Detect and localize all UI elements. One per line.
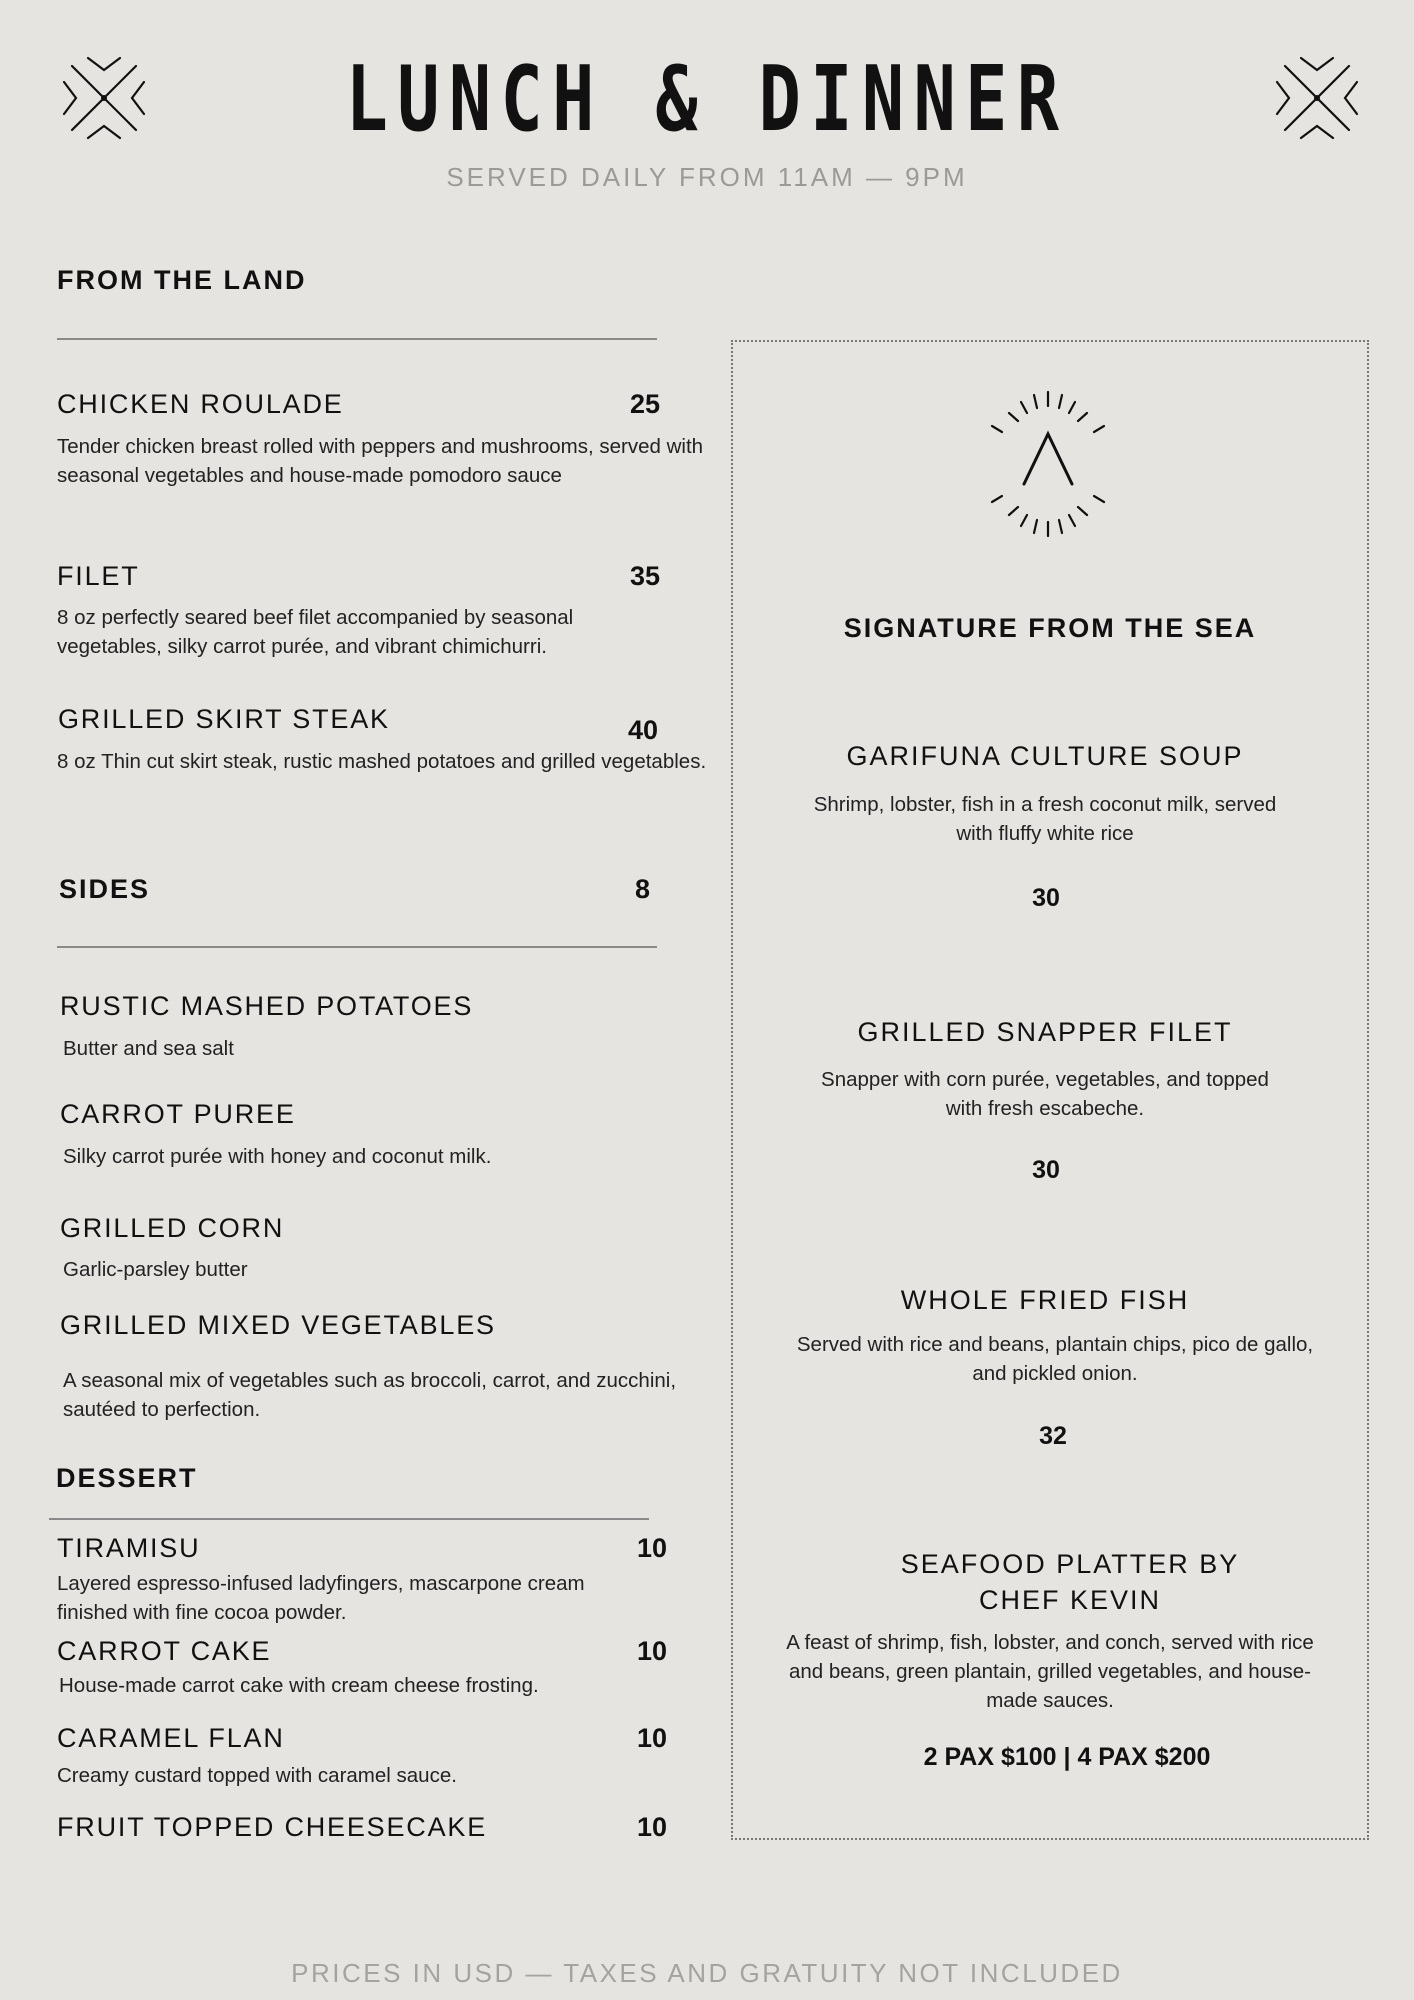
dessert-divider <box>49 1518 649 1520</box>
land-item-name: FILET <box>57 561 140 591</box>
sea-item-price: 30 <box>1032 1156 1060 1184</box>
sides-item-desc: Silky carrot purée with honey and coconut milk. <box>63 1145 492 1168</box>
land-item-price: 40 <box>628 715 659 745</box>
sides-item-desc: Garlic-parsley butter <box>63 1258 248 1281</box>
menu-subtitle: SERVED DAILY FROM 11AM — 9PM <box>446 162 968 192</box>
sea-item-name: GARIFUNA CULTURE SOUP <box>846 741 1244 771</box>
land-item-name: CHICKEN ROULADE <box>57 389 344 419</box>
land-item-desc: 8 oz Thin cut skirt steak, rustic mashed potatoes and grilled vegetables. <box>57 750 707 773</box>
sides-item-name: RUSTIC MASHED POTATOES <box>60 991 474 1021</box>
sea-item-desc: Shrimp, lobster, fish in a fresh coconut milk, served with fluffy white rice <box>813 793 1277 845</box>
sea-item-desc: Served with rice and beans, plantain chips, pico de gallo, and pickled onion. <box>796 1333 1314 1385</box>
dessert-item-name: CARROT CAKE <box>57 1636 272 1666</box>
menu-title: LUNCH & DINNER <box>345 47 1069 152</box>
land-item-desc: Tender chicken breast rolled with peppers and mushrooms, served with seasonal vegetables and house-made pomodoro sauce <box>57 435 704 487</box>
sea-item-desc: Snapper with corn purée, vegetables, and topped with fresh escabeche. <box>821 1068 1269 1120</box>
dessert-item-name: TIRAMISU <box>57 1533 201 1563</box>
section-title-sides: SIDES <box>59 874 151 904</box>
dessert-item-price: 10 <box>637 1636 668 1666</box>
dessert-item-desc: Layered espresso-infused ladyfingers, mascarpone cream finished with fine cocoa powder. <box>57 1572 585 1624</box>
sides-divider <box>57 946 657 948</box>
sea-item-price: 32 <box>1039 1422 1067 1450</box>
dessert-item-price: 10 <box>637 1812 668 1842</box>
section-title-land: FROM THE LAND <box>57 265 307 295</box>
corner-ornament-left-icon <box>58 52 150 144</box>
land-item-name: GRILLED SKIRT STEAK <box>58 704 390 734</box>
sea-item-name: SEAFOOD PLATTER BY CHEF KEVIN <box>900 1549 1240 1615</box>
dessert-item-price: 10 <box>637 1533 668 1563</box>
sea-item-price: 30 <box>1032 884 1060 912</box>
corner-ornament-right-icon <box>1271 52 1363 144</box>
land-divider <box>57 338 657 340</box>
sides-item-name: CARROT PUREE <box>60 1099 296 1129</box>
land-item-price: 25 <box>630 389 661 419</box>
sides-item-name: GRILLED CORN <box>60 1213 285 1243</box>
dessert-item-desc: Creamy custard topped with caramel sauce. <box>57 1764 457 1787</box>
sea-item-name: WHOLE FRIED FISH <box>900 1285 1190 1315</box>
sea-item-price: 2 PAX $100 | 4 PAX $200 <box>923 1743 1211 1771</box>
sides-item-desc: Butter and sea salt <box>63 1037 234 1060</box>
sea-item-desc: A feast of shrimp, fish, lobster, and conch, served with rice and beans, green plantain, grilled vegetables, and house-made sauces. <box>786 1631 1314 1712</box>
footer-note: PRICES IN USD — TAXES AND GRATUITY NOT INCLUDED <box>291 1958 1123 1988</box>
sides-item-name: GRILLED MIXED VEGETABLES <box>60 1310 496 1340</box>
land-item-price: 35 <box>630 561 661 591</box>
dessert-item-price: 10 <box>637 1723 668 1753</box>
section-title-sea: SIGNATURE FROM THE SEA <box>843 613 1257 643</box>
land-item-desc: 8 oz perfectly seared beef filet accompanied by seasonal vegetables, silky carrot purée, and vibrant chimichurri. <box>57 606 574 658</box>
dessert-item-name: CARAMEL FLAN <box>57 1723 285 1753</box>
sunburst-a-icon <box>984 384 1112 544</box>
sides-price: 8 <box>635 874 651 904</box>
dessert-item-name: FRUIT TOPPED CHEESECAKE <box>57 1812 487 1842</box>
sea-item-name: GRILLED SNAPPER FILET <box>857 1017 1233 1047</box>
dessert-item-desc: House-made carrot cake with cream cheese frosting. <box>59 1674 539 1697</box>
sides-item-desc: A seasonal mix of vegetables such as broccoli, carrot, and zucchini, sautéed to perfection. <box>63 1369 677 1421</box>
section-title-dessert: DESSERT <box>56 1463 198 1493</box>
